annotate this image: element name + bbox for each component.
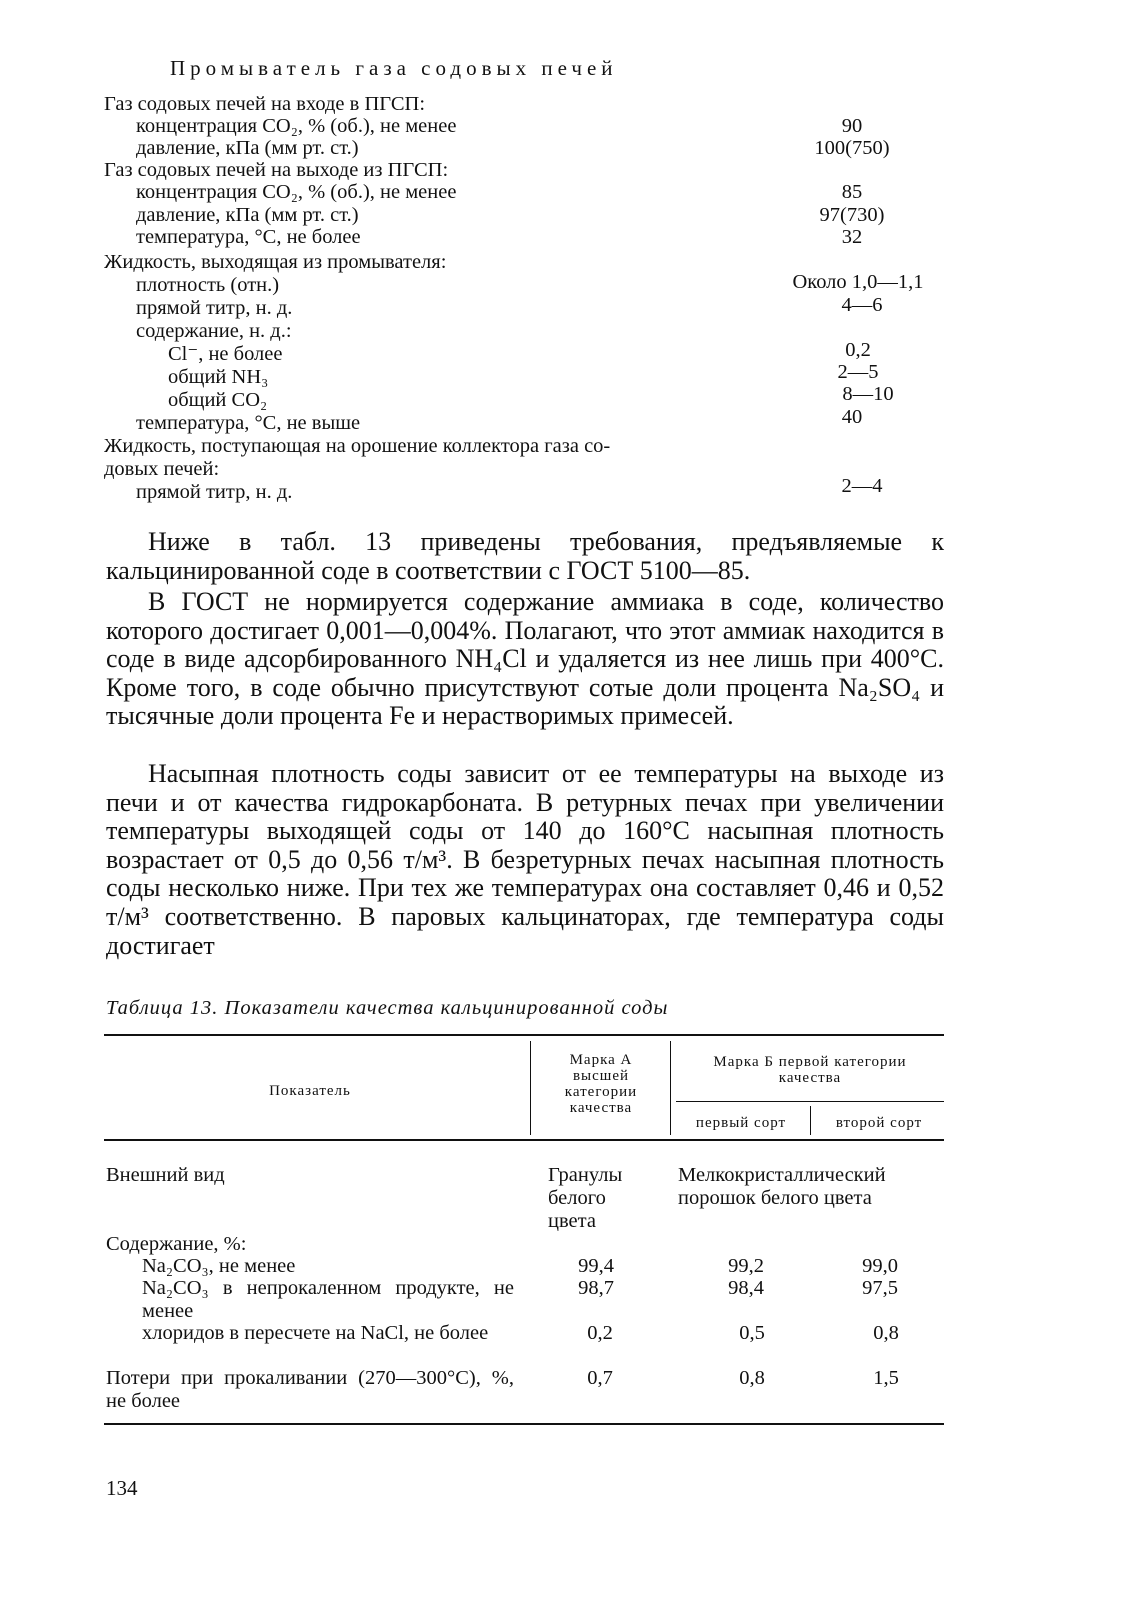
- table-top-rule: [104, 1034, 944, 1036]
- cell-value: 0,8: [739, 1367, 765, 1389]
- spec-line: Cl⁻, не более: [168, 343, 283, 365]
- row-label: Потери при прокаливании (270—300°С), %, не более: [106, 1367, 514, 1412]
- page-number: 134: [106, 1476, 138, 1500]
- spec-line: общий NH₃: [168, 366, 269, 388]
- spec-line: Жидкость, выходящая из промывателя:: [104, 251, 447, 273]
- cell-value: 0,7: [587, 1367, 613, 1389]
- spec-line: прямой титр, н. д.: [136, 481, 293, 503]
- spec-line: температура, °С, не более: [136, 226, 361, 248]
- cell-value: 99,4: [578, 1255, 614, 1277]
- spec-value: 40: [841, 406, 863, 428]
- row-label: Внешний вид: [106, 1164, 225, 1186]
- spec-value: 90: [841, 115, 863, 137]
- subheader-rule: [676, 1101, 944, 1102]
- body-paragraph: Насыпная плотность соды зависит от ее температуры на выходе из печи и от качества гидрокарбоната. В ретурных печах при увеличении температуры выходящей соды от 140 до 160°С насыпная плотность возрастает от 0,5 до 0,56 т/м³. В безретурных печах насыпная плотность соды несколько ниже. При тех же температурах она составляет 0,46 и 0,52 т/м³ соответственно. В паровых кальцинаторах, где температура соды достигает: [106, 759, 944, 960]
- cell-value: 98,7: [578, 1277, 614, 1299]
- cell-value: 0,8: [873, 1322, 899, 1344]
- spec-line: плотность (отн.): [136, 274, 280, 296]
- spec-line: давление, кПа (мм рт. ст.): [136, 204, 359, 226]
- spec-line: концентрация CO₂, % (об.), не менее: [136, 115, 457, 137]
- spec-value: 2—5: [837, 361, 879, 383]
- column-divider: [670, 1041, 671, 1135]
- spec-value: 100(750): [814, 137, 890, 159]
- header-indicator: Показатель: [269, 1083, 351, 1099]
- body-paragraph: В ГОСТ не нормируется содержание аммиака в соде, количество которого достигает 0,001—0,004%. Полагают, что этот аммиак находится в соде в виде адсорбированного NH₄Cl и удаляется из нее лишь при 400°С. Кроме того, в соде обычно присутствуют сотые доли процента Na₂SO₄ и тысячные доли процента Fe и нерастворимых примесей.: [106, 587, 944, 731]
- spec-line: Жидкость, поступающая на орошение коллектора газа со-: [104, 435, 611, 457]
- cell-value: 97,5: [862, 1277, 898, 1299]
- cell-grade-a: Гранулы белого цвета: [548, 1164, 623, 1232]
- spec-value: 0,2: [845, 339, 871, 361]
- spec-value: 97(730): [819, 204, 885, 226]
- spec-value: Около 1,0—1,1: [792, 271, 924, 293]
- column-divider: [530, 1041, 531, 1135]
- row-label: хлоридов в пересчете на NaCl, не более: [142, 1322, 489, 1344]
- spec-value: 2—4: [841, 475, 883, 497]
- table-caption: Таблица 13. Показатели качества кальцинированной соды: [106, 997, 669, 1019]
- row-label: Na₂CO₃ в непрокаленном продукте, не менее: [142, 1277, 514, 1322]
- cell-value: 0,5: [739, 1322, 765, 1344]
- cell-value: 99,0: [862, 1255, 898, 1277]
- group-label: Содержание, %:: [106, 1233, 247, 1255]
- spec-value: 8—10: [842, 383, 894, 405]
- table-bottom-rule: [104, 1423, 944, 1425]
- spec-line: Газ содовых печей на выходе из ПГСП:: [104, 159, 449, 181]
- spec-line: довых печей:: [104, 458, 220, 480]
- spec-line: концентрация CO₂, % (об.), не менее: [136, 181, 457, 203]
- spec-line: Газ содовых печей на входе в ПГСП:: [104, 93, 426, 115]
- cell-value: 0,2: [587, 1322, 613, 1344]
- cell-value: 1,5: [873, 1367, 899, 1389]
- spec-line: прямой титр, н. д.: [136, 297, 293, 319]
- column-divider: [810, 1106, 811, 1135]
- spec-line: содержание, н. д.:: [136, 320, 292, 342]
- header-bottom-rule: [104, 1139, 944, 1141]
- row-label: Na₂CO₃, не менее: [142, 1255, 296, 1277]
- spec-value: 4—6: [841, 294, 883, 316]
- cell-value: 98,4: [728, 1277, 764, 1299]
- header-grade-a: Марка А высшей категории качества: [564, 1052, 638, 1116]
- cell-grade-b: Мелкокристаллический порошок белого цвета: [678, 1164, 886, 1209]
- spec-line: температура, °С, не выше: [136, 412, 361, 434]
- spec-value: 32: [841, 226, 863, 248]
- spec-line: давление, кПа (мм рт. ст.): [136, 137, 359, 159]
- section-title: Промыватель газа содовых печей: [170, 56, 618, 80]
- spec-line: общий CO₂: [168, 389, 268, 411]
- header-first-sort: первый сорт: [695, 1115, 787, 1131]
- cell-value: 99,2: [728, 1255, 764, 1277]
- header-grade-b: Марка Б первой категории качества: [713, 1054, 907, 1086]
- body-paragraph: Ниже в табл. 13 приведены требования, предъявляемые к кальцинированной соде в соответствии с ГОСТ 5100—85.: [106, 527, 944, 585]
- spec-value: 85: [841, 181, 863, 203]
- header-second-sort: второй сорт: [835, 1115, 923, 1131]
